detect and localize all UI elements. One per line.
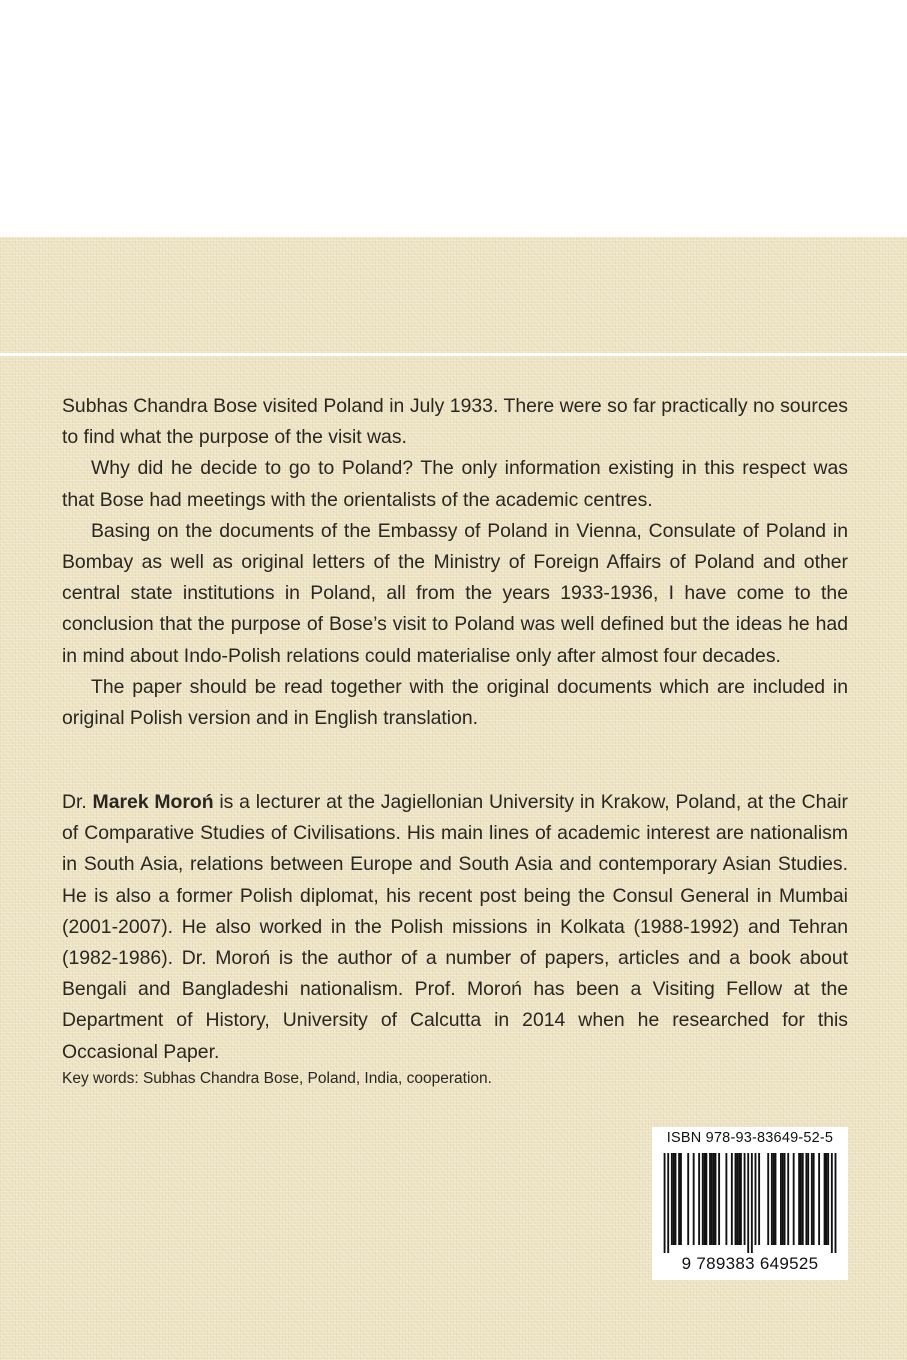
barcode-icon [660, 1153, 840, 1253]
abstract-paragraph-4: The paper should be read together with the original documents which are included in original Polish version and in English translation. [62, 675, 848, 730]
barcode-bar [800, 1153, 802, 1245]
barcode-bar [805, 1153, 807, 1245]
barcode-bar [675, 1153, 677, 1245]
barcode-bar [664, 1153, 666, 1253]
barcode-bar [818, 1153, 820, 1245]
abstract-paragraph-3: Basing on the documents of the Embassy of Poland in Vienna, Consulate of Poland in Bombay as well as original letters of the Ministry of Foreign Affairs of Poland and other central state institutions in Poland, all from the years 1933-1936, I have come to the conclusion that the purpose of Bose’s visit to Poland was well defined but the ideas he had in mind about Indo-Polish relations could materialise only after almost four decades. [62, 519, 848, 667]
barcode-bar [773, 1153, 775, 1245]
barcode-bar [731, 1153, 733, 1245]
cover-divider-line [0, 353, 907, 356]
barcode-bar [825, 1153, 827, 1245]
barcode-bar [705, 1153, 707, 1245]
barcode-bar [767, 1153, 769, 1245]
barcode-bar [687, 1153, 689, 1245]
barcode-bar [807, 1153, 809, 1245]
barcode-bar [704, 1153, 706, 1245]
barcode-bar [771, 1153, 773, 1245]
barcode-bar [793, 1153, 795, 1245]
barcode-bar [775, 1153, 777, 1245]
barcode-bar [824, 1153, 826, 1245]
isbn-label: ISBN 978-93-83649-52-5 [666, 1130, 834, 1146]
barcode-bar [758, 1153, 760, 1245]
barcode-bar [802, 1153, 804, 1245]
barcode-bar [711, 1153, 713, 1245]
barcode-bar [813, 1153, 815, 1245]
barcode-bar [736, 1153, 738, 1245]
barcode-bar [673, 1153, 675, 1245]
bio-text: is a lecturer at the Jagiellonian University in Krakow, Poland, at the Chair of Comparative Studies of Civilisations. His main lines of academic interest are nationalism in South Asia, relations between Europe and South Asia and contemporary Asian Studies. He is also a former Polish diplomat, his recent post being the Consul General in Mumbai (2001-2007). He also worked in the Polish missions in Kolkata (1988-1992) and Tehran (1982-1986). Dr. Moroń is the author of a number of papers, articles and a book about Bengali and Bangladeshi nationalism. Prof. Moroń has been a Visiting Fellow at the Department of History, University of Calcutta in 2014 when he researched for this Occasional Paper. [62, 791, 848, 1063]
keywords-line: Key words: Subhas Chandra Bose, Poland, India, cooperation. [62, 1070, 492, 1087]
barcode-bar [744, 1153, 746, 1245]
barcode-bar [811, 1153, 813, 1245]
abstract-paragraph-1: Subhas Chandra Bose visited Poland in July 1933. There were so far practically no sources to find what the purpose of the visit was. [62, 395, 848, 449]
bio-prefix: Dr. [62, 791, 93, 813]
barcode-bar [782, 1153, 784, 1245]
author-bio-section [62, 787, 848, 1068]
barcode-bar [747, 1153, 749, 1253]
isbn-digits: 9 789383 649525 [681, 1254, 819, 1273]
barcode-bar [827, 1153, 829, 1245]
barcode-bar [755, 1153, 757, 1245]
barcode-bar [693, 1153, 695, 1245]
barcode-bar [671, 1153, 673, 1245]
barcode-bar [751, 1153, 753, 1253]
isbn-barcode-block [652, 1127, 848, 1280]
barcode-bar [798, 1153, 800, 1245]
barcode-bar [680, 1153, 682, 1245]
barcode-bar [735, 1153, 737, 1245]
barcode-bar [667, 1153, 669, 1253]
barcode-bar [831, 1153, 833, 1253]
barcode-bar [715, 1153, 717, 1245]
barcode-bar [713, 1153, 715, 1245]
barcode-bar [835, 1153, 837, 1253]
barcode-bar [738, 1153, 740, 1245]
author-name: Marek Moroń [92, 791, 214, 813]
barcode-bar [718, 1153, 720, 1245]
barcode-bar [787, 1153, 789, 1245]
barcode-bar [698, 1153, 700, 1245]
abstract-paragraph-2: Why did he decide to go to Poland? The only information existing in this respect was that Bose had meetings with the orientalists of the academic centres. [62, 457, 848, 511]
author-bio [62, 787, 848, 1068]
barcode-bar [678, 1153, 680, 1245]
barcode-bar [740, 1153, 742, 1245]
abstract-section [62, 391, 848, 734]
barcode-bar [702, 1153, 704, 1245]
barcode-bar [780, 1153, 782, 1245]
barcode-bar [709, 1153, 711, 1245]
barcode-bar [725, 1153, 727, 1245]
barcode-bar [784, 1153, 786, 1245]
